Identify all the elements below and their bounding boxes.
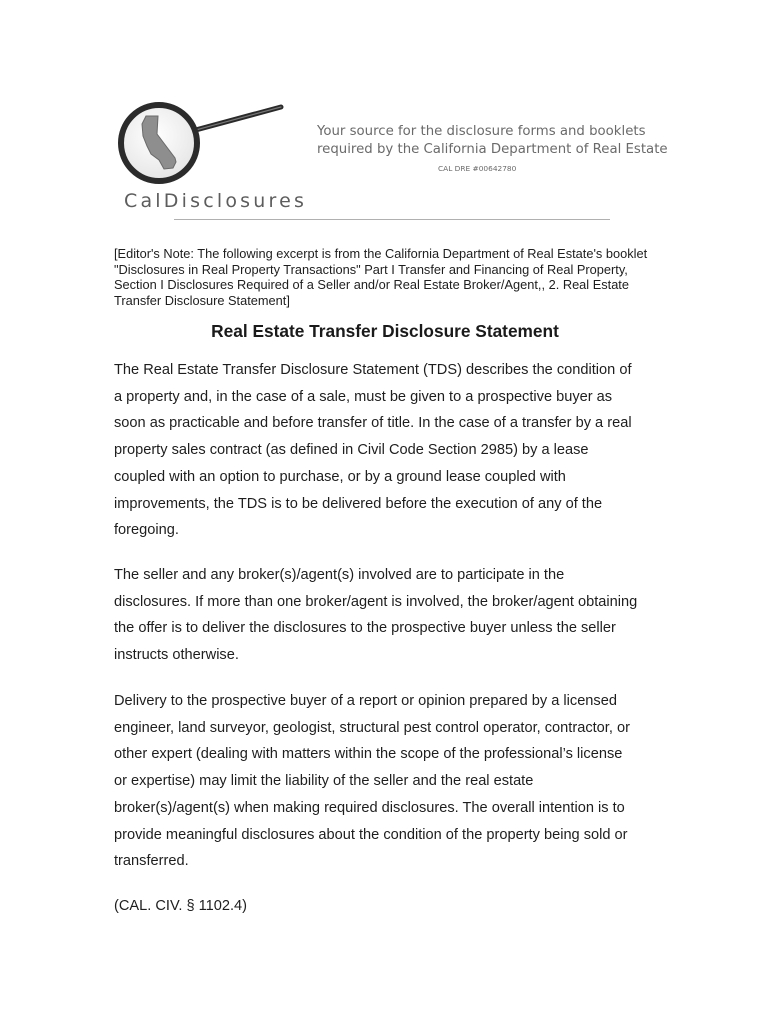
paragraph-line: The Real Estate Transfer Disclosure Statement (TDS) describes the condition of xyxy=(114,362,632,378)
paragraph-line: property sales contract (as defined in Civil Code Section 2985) by a lease xyxy=(114,442,589,459)
paragraph-line: the offer is to deliver the disclosures to the prospective buyer unless the seller xyxy=(114,620,616,637)
paragraph-line: or expertise) may limit the liability of the seller and the real estate xyxy=(114,773,534,790)
brand-name: CalDisclosures xyxy=(124,190,308,212)
tagline-line: required by the California Department of Real Estate xyxy=(317,142,668,157)
editor-note xyxy=(114,246,674,308)
legal-citation: (CAL. CIV. § 1102.4) xyxy=(114,898,248,914)
paragraph-line: other expert (dealing with matters within the scope of the professional’s license xyxy=(114,746,623,763)
paragraph-line: a property and, in the case of a sale, must be given to a prospective buyer as xyxy=(114,388,613,405)
paragraph-line: soon as practicable and before transfer of title. In the case of a transfer by a real xyxy=(114,415,632,432)
magnifier-california-logo-icon xyxy=(113,96,293,196)
license-number: CAL DRE #00642780 xyxy=(438,164,517,173)
paragraph-broker-participation xyxy=(114,562,674,669)
paragraph-line: Delivery to the prospective buyer of a report or opinion prepared by a licensed xyxy=(114,693,617,709)
paragraph-line: engineer, land surveyor, geologist, structural pest control operator, contractor, or xyxy=(114,719,630,736)
paragraph-line: disclosures. If more than one broker/agent is involved, the broker/agent obtaining xyxy=(114,593,638,610)
paragraph-line: The seller and any broker(s)/agent(s) involved are to participate in the xyxy=(114,567,565,583)
editor-note-line: [Editor's Note: The following excerpt is from the California Department of Real Estate's booklet xyxy=(114,246,648,261)
paragraph-tds-description xyxy=(114,357,674,544)
paragraph-line: coupled with an option to purchase, or by a ground lease coupled with xyxy=(114,468,566,485)
header-divider xyxy=(174,219,610,220)
paragraph-line: transferred. xyxy=(114,853,189,870)
paragraph-expert-reports xyxy=(114,688,674,875)
tagline-line: Your source for the disclosure forms and booklets xyxy=(317,124,646,139)
editor-note-line: Section I Disclosures Required of a Seller and/or Real Estate Broker/Agent,, 2. Real Estate xyxy=(114,277,629,292)
paragraph-line: broker(s)/agent(s) when making required disclosures. The overall intention is to xyxy=(114,799,625,816)
paragraph-line: improvements, the TDS is to be delivered before the execution of any of the xyxy=(114,495,603,512)
editor-note-line: "Disclosures in Real Property Transactions" Part I Transfer and Financing of Real Property, xyxy=(114,261,628,277)
header-tagline xyxy=(317,123,668,159)
editor-note-line: Transfer Disclosure Statement] xyxy=(114,292,290,308)
paragraph-line: provide meaningful disclosures about the condition of the property being sold or xyxy=(114,826,628,843)
paragraph-line: instructs otherwise. xyxy=(114,647,239,664)
paragraph-line: foregoing. xyxy=(114,522,179,539)
document-title: Real Estate Transfer Disclosure Statement xyxy=(211,321,559,341)
